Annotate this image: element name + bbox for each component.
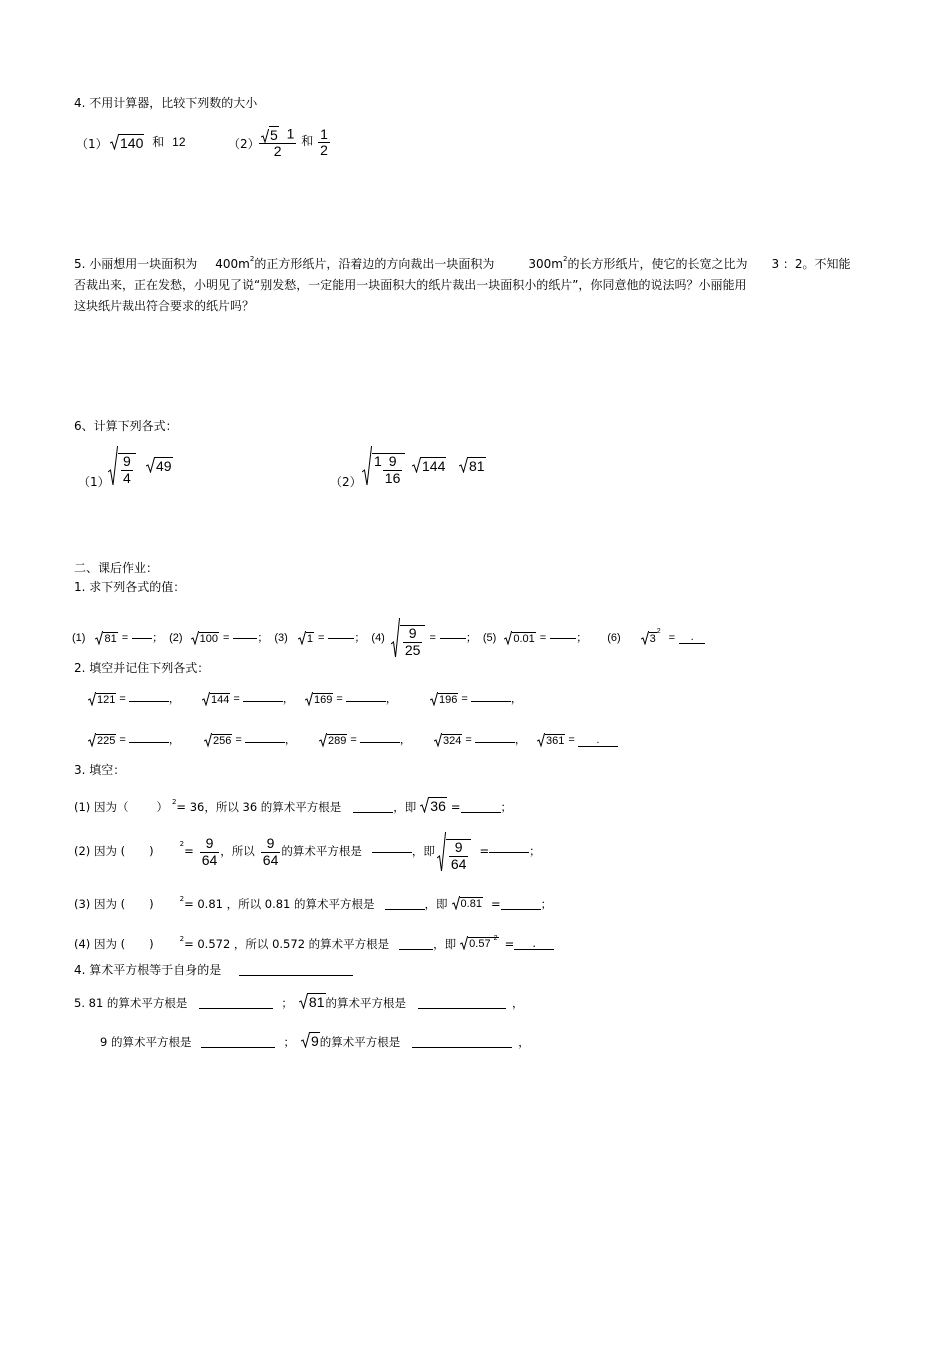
homework-title: 二、课后作业：: [74, 561, 159, 575]
answer-blank[interactable]: [471, 701, 511, 702]
hw-q2-item: 256 = ，: [204, 733, 296, 747]
fraction: $\frac{1}{2}$: [320, 126, 328, 159]
hw-q2-item: 289 = ，: [319, 733, 411, 747]
answer-blank[interactable]: [412, 1047, 512, 1048]
hw-q2-item: 121 = ，: [88, 692, 180, 706]
answer-blank[interactable]: [461, 812, 501, 813]
hw-q2-item: 169 = ，: [305, 692, 397, 706]
answer-blank[interactable]: [233, 638, 257, 639]
hw-q2-title: 2. 填空并记住下列各式：: [74, 661, 210, 675]
q6-part2-expr: 1 $\frac{9}{16}$: [362, 446, 405, 486]
q6-part2-sqrt81: 81: [459, 457, 486, 473]
hw-q2-item: 361 = .: [537, 733, 618, 747]
sqrt-symbol: [110, 134, 144, 150]
q4-part2-expr: [258, 126, 331, 160]
fraction: $\frac{9}{4}$: [123, 453, 131, 486]
answer-blank[interactable]: [132, 638, 152, 639]
q4-part1-label: （1）: [76, 137, 108, 151]
answer-blank[interactable]: [372, 852, 412, 853]
and-word: 和: [152, 135, 165, 149]
answer-blank[interactable]: [346, 701, 386, 702]
answer-blank[interactable]: .: [679, 632, 705, 644]
answer-blank[interactable]: [418, 1008, 506, 1009]
q6-part2-label: （2）: [330, 475, 362, 489]
hw-q3-line2: (2) 因为 ( ) 2 = $\frac{9}{64}$ ，所以 $\frac{9}{64}$ 的算术平方根是 ，即 $\frac{9}{64}$ = ；: [74, 832, 541, 872]
answer-blank[interactable]: [243, 701, 283, 702]
hw-q5-line1: 5. 81 的算术平方根是 ； 81 的算术平方根是 ，: [74, 994, 524, 1010]
q6-part1-expr: [108, 446, 136, 486]
answer-blank[interactable]: [239, 975, 353, 976]
hw-q1-row: (1) 81 = ； (2) 100 = ； (3) 1 = ； (4) $\frac{9}{25}$ = ； (5) 0.01 = ； (6) 3 2 = .: [72, 618, 705, 658]
answer-blank[interactable]: [129, 701, 169, 702]
q5-line3: 这块纸片裁出符合要求的纸片吗？: [74, 299, 255, 313]
compare-value: 12: [172, 135, 186, 149]
answer-blank[interactable]: [489, 852, 529, 853]
q5-line1: 5. 小丽想用一块面积为 $400m^2$的正方形纸片，沿着边的方向裁出一块面积为 $300m^2$的长方形纸片，使它的长宽之比为 3 ：2。不知能: [74, 255, 851, 271]
fraction: 5 1 2: [259, 126, 296, 160]
answer-blank[interactable]: [201, 1047, 275, 1048]
q5-line2: 否裁出来，正在发愁，小明见了说“别发愁，一定能用一块面积大的纸片裁出一块面积小的纸片”，你同意他的说法吗？小丽能用: [74, 278, 747, 292]
answer-blank[interactable]: [328, 638, 354, 639]
hw-q3-line1: (1) 因为（ ） 2 = 36，所以 36 的算术平方根是 ，即 36 = ；: [74, 798, 513, 814]
hw-q1-title: 1. 求下列各式的值：: [74, 580, 186, 594]
q6-part2-sqrt144: 144: [412, 457, 446, 473]
hw-q3-title: 3. 填空：: [74, 763, 126, 777]
q4-title: 4. 不用计算器，比较下列数的大小: [74, 96, 258, 110]
q4-part2-label: （2）: [228, 137, 260, 151]
q6-part1-sqrt49: 49: [146, 457, 173, 473]
answer-blank[interactable]: [129, 742, 169, 743]
answer-blank[interactable]: .: [514, 938, 554, 951]
hw-q3-line4: (4) 因为 ( ) 2 = 0.572 ，所以 0.572 的算术平方根是 ，即 0.57 $^2$ = .: [74, 936, 554, 950]
answer-blank[interactable]: [360, 742, 400, 743]
hw-q2-item: 144 = ，: [202, 692, 294, 706]
hw-q2-item: 225 = ，: [88, 733, 180, 747]
and-word: 和: [301, 133, 314, 148]
radicand: 140: [120, 135, 144, 152]
q6-title: 6、计算下列各式：: [74, 419, 178, 433]
answer-blank[interactable]: [475, 742, 515, 743]
answer-blank[interactable]: [440, 638, 466, 639]
answer-blank[interactable]: [353, 812, 393, 813]
q6-part1-label: （1）: [78, 475, 110, 489]
q4-part1-expr: [110, 134, 186, 150]
answer-blank[interactable]: [245, 742, 285, 743]
hw-q4-line: 4. 算术平方根等于自身的是: [74, 964, 353, 976]
answer-blank[interactable]: [501, 909, 541, 910]
fraction: $\frac{9}{16}$: [384, 453, 401, 486]
answer-blank[interactable]: [550, 638, 576, 639]
answer-blank[interactable]: [199, 1008, 273, 1009]
hw-q2-item: 196 = ，: [430, 692, 522, 706]
hw-q2-item: 324 = ，: [434, 733, 526, 747]
answer-blank[interactable]: [399, 949, 433, 950]
answer-blank[interactable]: [385, 909, 425, 910]
answer-blank[interactable]: .: [578, 735, 618, 747]
hw-q3-line3: (3) 因为 ( ) 2 = 0.81 ，所以 0.81 的算术平方根是 ，即 0.81 = ；: [74, 895, 553, 911]
hw-q5-line2: 9 的算术平方根是 ； 9 的算术平方根是 ，: [100, 1033, 530, 1049]
